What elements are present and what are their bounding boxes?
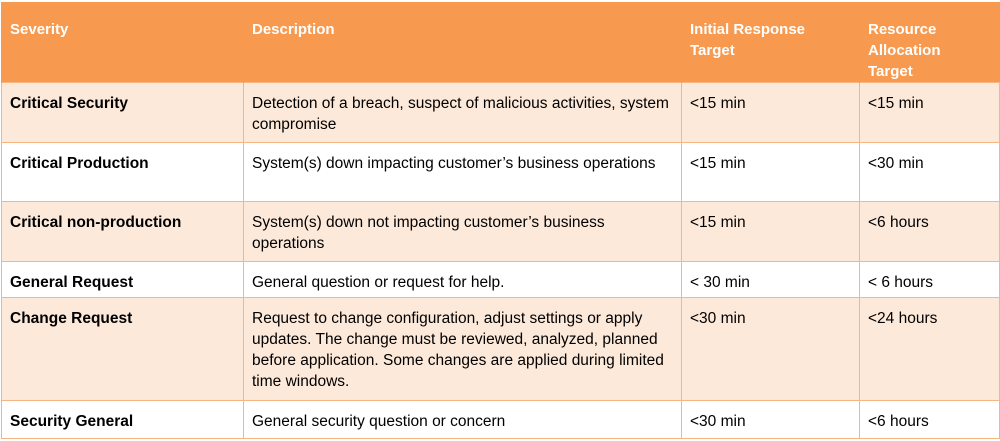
severity-cell: Critical Security <box>2 83 244 143</box>
initial-response-cell: <15 min <box>682 83 860 143</box>
header-resource-allocation: Resource Allocation Target <box>860 2 1000 83</box>
severity-cell: Critical Production <box>2 143 244 202</box>
table-row <box>2 401 1000 439</box>
header-row <box>2 2 1000 83</box>
table-row <box>2 298 1000 401</box>
initial-response-cell: <15 min <box>682 143 860 202</box>
severity-cell: Change Request <box>2 298 244 401</box>
severity-cell: General Request <box>2 262 244 298</box>
initial-response-cell: < 30 min <box>682 262 860 298</box>
header-severity: Severity <box>2 2 244 83</box>
initial-response-cell: <30 min <box>682 298 860 401</box>
description-cell: System(s) down not impacting customer’s business operations <box>244 202 682 262</box>
resource-allocation-cell: < 6 hours <box>860 262 1000 298</box>
resource-allocation-cell: <6 hours <box>860 401 1000 439</box>
resource-allocation-cell: <15 min <box>860 83 1000 143</box>
resource-allocation-cell: <6 hours <box>860 202 1000 262</box>
header-initial-response: Initial Response Target <box>682 2 860 83</box>
table-row <box>2 262 1000 298</box>
header-description: Description <box>244 2 682 83</box>
description-cell: Detection of a breach, suspect of malicious activities, system compromise <box>244 83 682 143</box>
description-cell: Request to change configuration, adjust settings or apply updates. The change must be reviewed, analyzed, planned before application. Some changes are applied during limited time windows. <box>244 298 682 401</box>
resource-allocation-cell: <30 min <box>860 143 1000 202</box>
description-cell: General security question or concern <box>244 401 682 439</box>
table-row <box>2 83 1000 143</box>
description-cell: General question or request for help. <box>244 262 682 298</box>
description-cell: System(s) down impacting customer’s business operations <box>244 143 682 202</box>
severity-cell: Security General <box>2 401 244 439</box>
table-row <box>2 143 1000 202</box>
severity-table <box>1 2 1000 439</box>
resource-allocation-cell: <24 hours <box>860 298 1000 401</box>
severity-cell: Critical non-production <box>2 202 244 262</box>
table-row <box>2 202 1000 262</box>
initial-response-cell: <30 min <box>682 401 860 439</box>
initial-response-cell: <15 min <box>682 202 860 262</box>
